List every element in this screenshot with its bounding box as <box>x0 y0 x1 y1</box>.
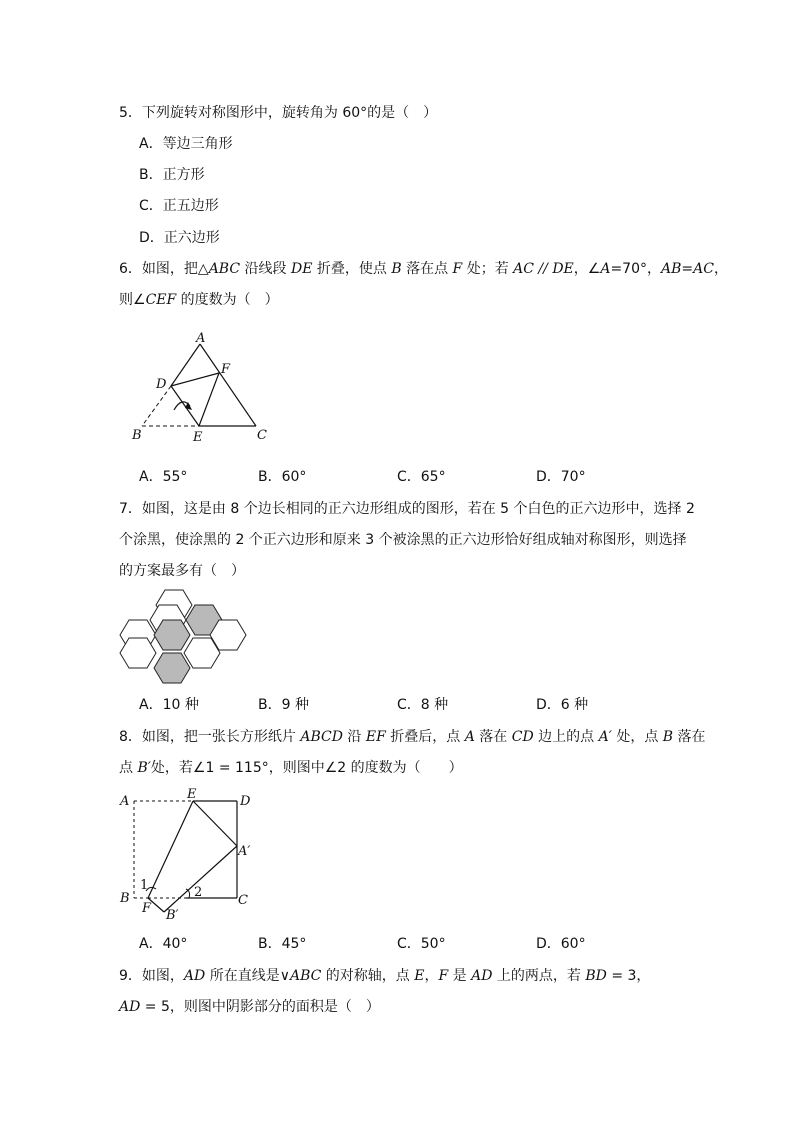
q8-option-c: C．50° <box>397 936 446 952</box>
q6-label-f: F <box>221 362 231 377</box>
q7-option-c: C．8 种 <box>397 697 449 713</box>
q6-option-b: B．60° <box>258 469 307 485</box>
q8-option-b: B．45° <box>258 936 307 952</box>
q7-option-b: B．9 种 <box>258 697 309 713</box>
q6-label-d: D <box>156 377 167 392</box>
q6-label-c: C <box>257 428 267 443</box>
q6-option-c: C．65° <box>397 469 446 485</box>
q6-stem-line1: 6．如图，把△ABC 沿线段 DE 折叠，使点 B 落在点 F 处；若 AC // DE，∠A=70°，AB=AC， <box>119 261 728 277</box>
q8-label-b-prime: B′ <box>166 908 179 923</box>
q6-option-a: A．55° <box>139 469 188 485</box>
q8-label-e: E <box>187 787 197 802</box>
q8-label-d: D <box>240 794 251 809</box>
q6-label-b: B <box>132 428 142 443</box>
q6-label-e: E <box>193 430 203 445</box>
q6-triangle-figure <box>130 330 280 445</box>
hexagon-shaded <box>154 653 190 683</box>
q7-stem-line1: 7．如图，这是由 8 个边长相同的正六边形组成的图形，若在 5 个白色的正六边形中，选择 2 <box>119 501 695 517</box>
q8-stem-line2: 点 B′处，若∠1 = 115°，则图中∠2 的度数为（ ） <box>119 760 463 776</box>
q7-hexagon-figure <box>118 588 248 688</box>
q8-label-f: F <box>142 901 152 916</box>
q8-option-d: D．60° <box>536 936 586 952</box>
q8-rectangle-figure <box>118 788 263 923</box>
q7-option-a: A．10 种 <box>139 697 199 713</box>
q8-stem-line1: 8．如图，把一张长方形纸片 ABCD 沿 EF 折叠后，点 A 落在 CD 边上的点 A′ 处，点 B 落在 <box>119 729 706 745</box>
q5-option-c: C．正五边形 <box>139 198 219 214</box>
q8-label-b: B <box>120 891 130 906</box>
q6-option-d: D．70° <box>536 469 586 485</box>
q7-stem-line3: 的方案最多有（ ） <box>119 563 245 579</box>
q5-option-d: D．正六边形 <box>139 230 220 246</box>
q5-option-a: A．等边三角形 <box>139 136 233 152</box>
q8-option-a: A．40° <box>139 936 188 952</box>
q8-label-a: A <box>120 794 130 809</box>
q6-label-a: A <box>196 331 206 346</box>
q7-stem-line2: 个涂黑，使涂黑的 2 个正六边形和原来 3 个被涂黑的正六边形恰好组成轴对称图形，则选择 <box>119 532 687 548</box>
q5-stem: 5．下列旋转对称图形中，旋转角为 60°的是（ ） <box>119 105 438 121</box>
q8-label-a-prime: A′ <box>238 844 251 859</box>
q8-angle-1-label: 1 <box>140 878 149 893</box>
q7-option-d: D．6 种 <box>536 697 589 713</box>
q5-option-b: B．正方形 <box>139 167 205 183</box>
q6-stem-line2: 则∠CEF 的度数为（ ） <box>119 292 279 308</box>
q8-label-c: C <box>238 893 248 908</box>
q9-stem-line2: AD = 5，则图中阴影部分的面积是（ ） <box>119 999 380 1015</box>
q9-stem-line1: 9．如图，AD 所在直线是∨ABC 的对称轴，点 E，F 是 AD 上的两点，若 BD = 3， <box>119 968 651 984</box>
q8-angle-2-label: 2 <box>194 885 203 900</box>
